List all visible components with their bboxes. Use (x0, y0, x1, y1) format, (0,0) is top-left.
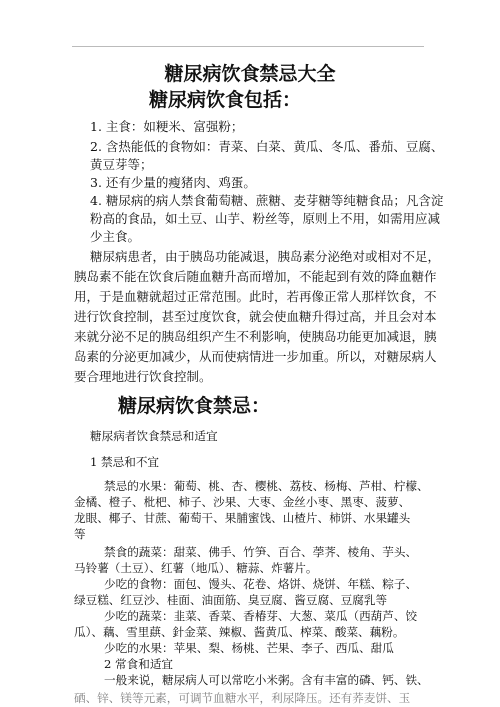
subheading: 2 常食和适宜 (104, 657, 174, 671)
paragraph-line: 要合理地进行饮食控制。 (74, 369, 212, 384)
paragraph-line: 少吃的蔬菜：韭菜、香菜、香椿芽、大葱、菜瓜（西葫芦、饺 (104, 609, 418, 623)
paragraph-line: 用，于是血糖就超过正常范围。此时，若再像正常人那样饮食，不 (74, 289, 437, 304)
paragraph-line: 少吃的水果：苹果、梨、杨桃、芒果、李子、西瓜、甜瓜 (104, 641, 394, 655)
paragraph-line: 岛素的分泌更加减少，从而使病情进一步加重。所以，对糖尿病人 (74, 349, 437, 364)
paragraph-line: 绿豆糕、红豆沙、桂面、油面筋、臭豆腐、酱豆腐、豆腐乳等 (74, 593, 388, 607)
paragraph-line: 硒、锌、镁等元素，可调节血糖水平，利尿降压。还有荞麦饼、玉 (74, 691, 411, 705)
paragraph-line: 进行饮食控制，甚至过度饮食，就会使血糖升得过高，并且会对本 (74, 309, 437, 324)
list-item-4-cont: 粉高的食品，如土豆、山芋、粉丝等，原则上不用，如需用应减 (90, 211, 441, 226)
subheading: 糖尿病者饮食禁忌和适宜 (90, 429, 218, 443)
list-item-1: 1. 主食：如粳米、富强粉； (90, 119, 244, 134)
paragraph-line: 等 (74, 527, 86, 541)
paragraph-line: 马铃薯（土豆）、红薯（地瓜）、糖蒜、炸薯片。 (74, 561, 318, 575)
list-item-3: 3. 还有少量的瘦猪肉、鸡蛋。 (90, 175, 256, 190)
section-heading-taboos: 糖尿病饮食禁忌： (118, 395, 271, 417)
subheading: 1 禁忌和不宜 (90, 455, 160, 469)
page-title: 糖尿病饮食禁忌大全 (164, 63, 336, 85)
paragraph-line: 金橘、橙子、枇杷、柿子、沙果、大枣、金丝小枣、黑枣、菠萝、 (74, 495, 411, 509)
paragraph-line: 来就分泌不足的胰岛组织产生不利影响，使胰岛功能更加减退，胰 (74, 329, 437, 344)
section-heading-includes: 糖尿病饮食包括： (149, 89, 302, 111)
paragraph-line: 糖尿病患者，由于胰岛功能减退，胰岛素分泌绝对或相对不足， (90, 249, 441, 264)
list-item-2: 2. 含热能低的食物如：青菜、白菜、黄瓜、冬瓜、番茄、豆腐、 (90, 139, 444, 154)
list-item-2-cont: 黄豆芽等； (90, 157, 153, 172)
paragraph-line: 禁食的蔬菜：甜菜、佛手、竹笋、百合、荸荠、棱角、芋头、 (104, 545, 418, 559)
header-rule (72, 46, 424, 47)
paragraph-line: 瓜）、藕、雪里蕻、針金菜、辣椒、酱黄瓜、榨菜、酸菜、藕粉。 (74, 625, 405, 639)
list-item-4: 4. 糖尿病的病人禁食葡萄糖、蔗糖、麦芽糖等纯糖食品；凡含淀 (90, 193, 444, 208)
paragraph-line: 一般来说，糖尿病人可以常吃小米粥。含有丰富的磷、钙、铁、 (104, 673, 429, 687)
paragraph-line: 龙眼、椰子、甘蔗、葡萄干、果脯蜜饯、山楂片、柿饼、水果罐头 (74, 511, 411, 525)
paragraph-line: 禁忌的水果：葡萄、桃、杏、樱桃、荔枝、杨梅、芦柑、柠檬、 (104, 479, 429, 493)
paragraph-line: 胰岛素不能在饮食后随血糖升高而增加，不能起到有效的降血糖作 (74, 269, 437, 284)
paragraph-line: 少吃的食物：面包、馒头、花卷、烙饼、烧饼、年糕、粽子、 (104, 577, 418, 591)
list-item-4-cont2: 少主食。 (90, 229, 141, 244)
